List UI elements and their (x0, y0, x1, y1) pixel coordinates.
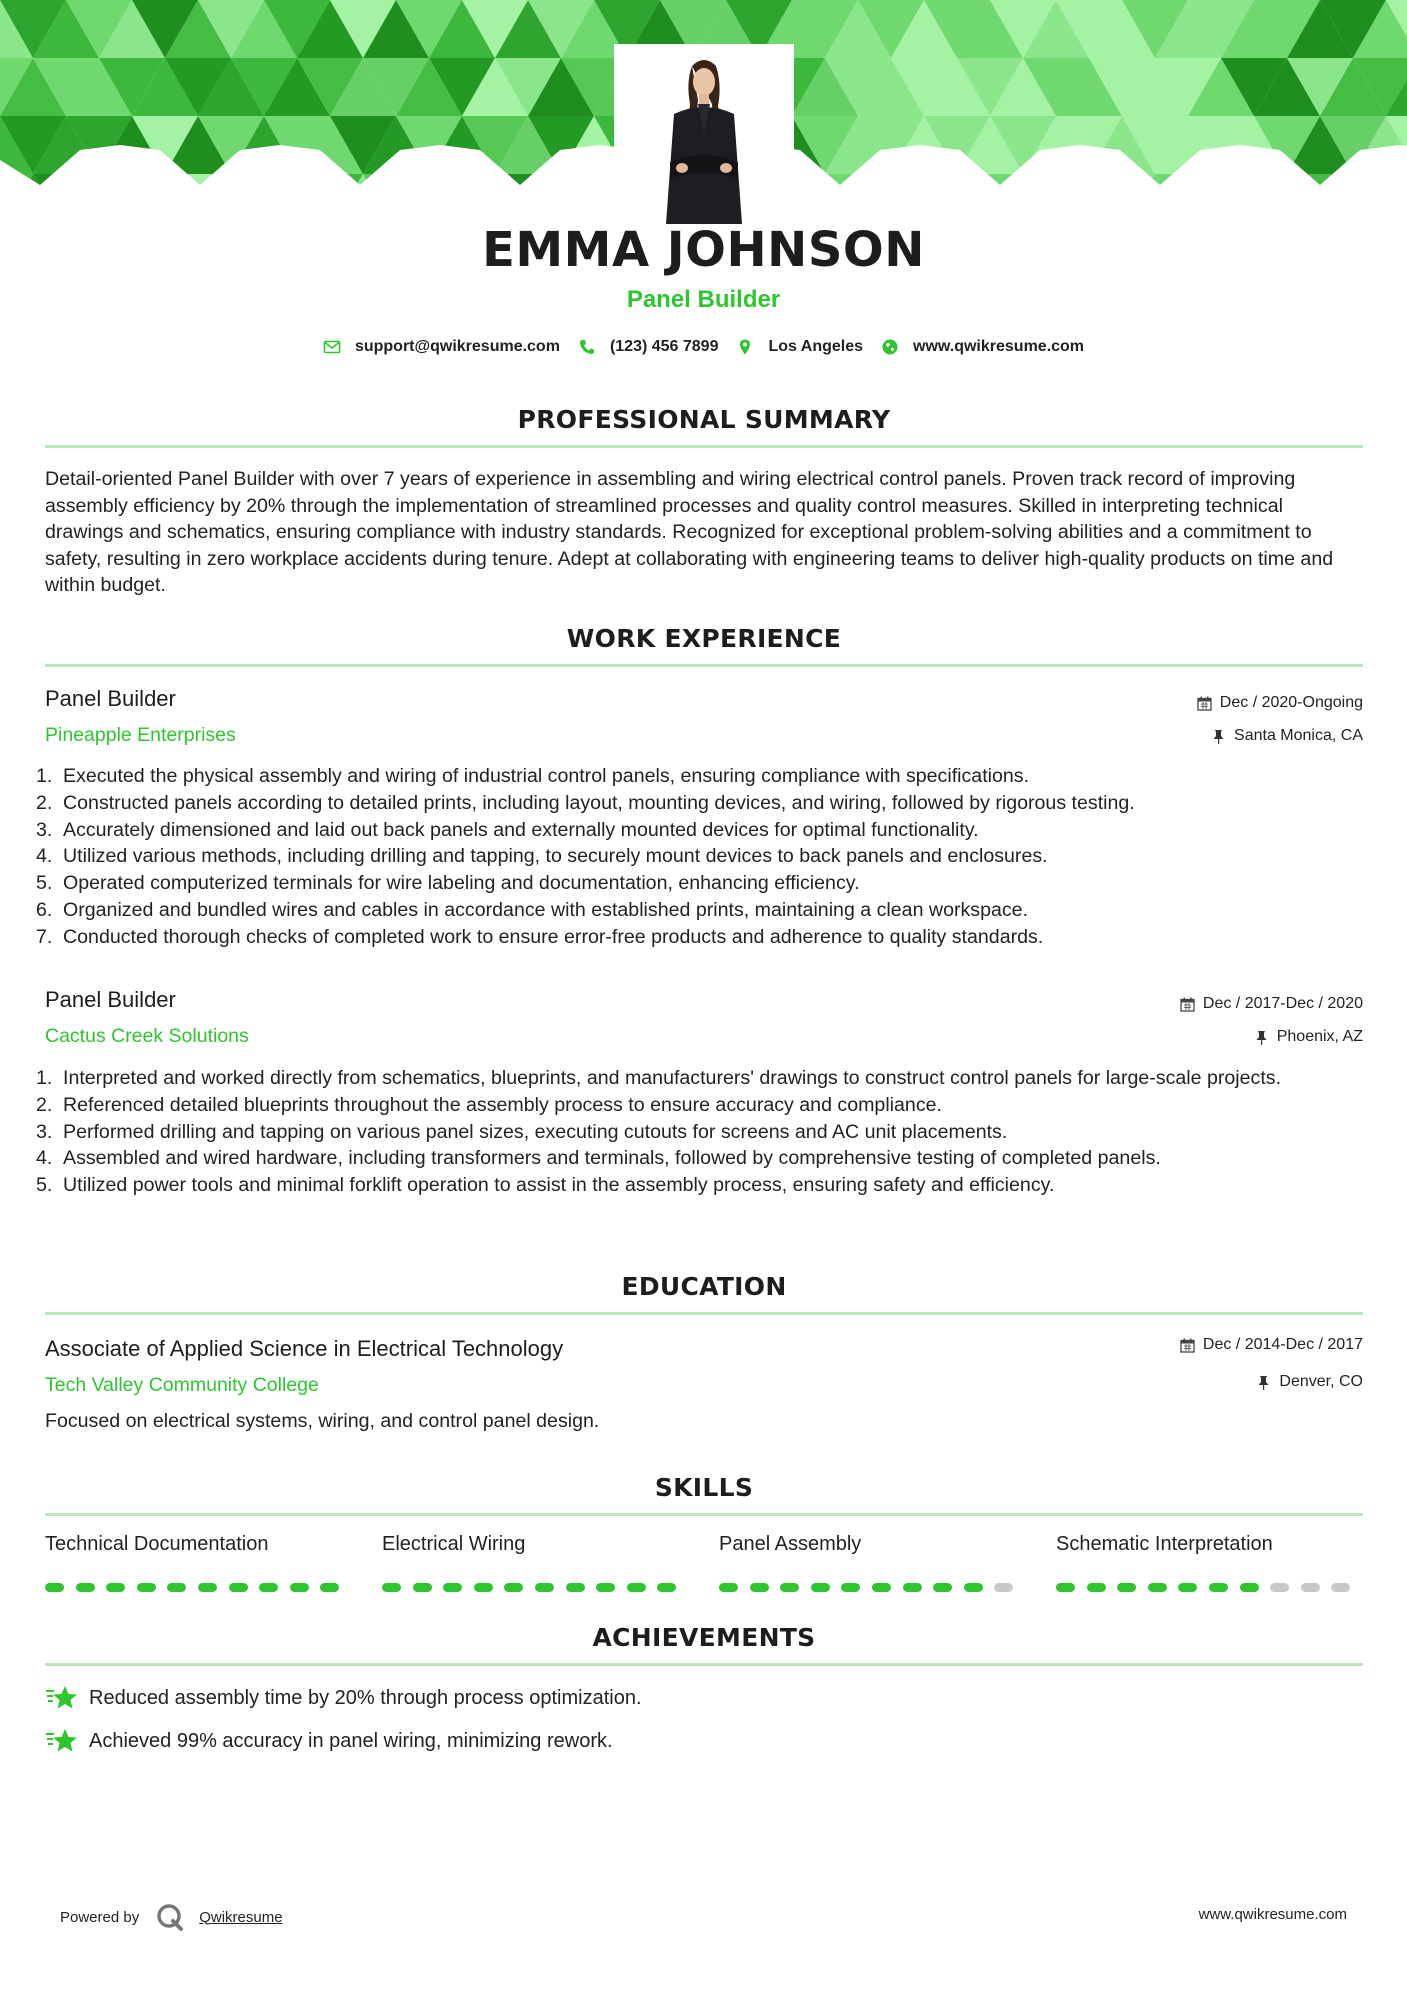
calendar-icon (1180, 997, 1195, 1012)
education-date (1180, 1336, 1363, 1354)
skill-dot-filled (627, 1583, 646, 1592)
skill-dot-filled (76, 1583, 95, 1592)
skill-dot-filled (1178, 1583, 1197, 1592)
contact-phone-text: (123) 456 7899 (609, 338, 719, 355)
summary-text: Detail-oriented Panel Builder with over 7 years of experience in assembling and wiring electrical control panels. Proven track record of improving assembly efficiency by 20% through the implementation of streamlined processes and quality control measures. Skilled in interpreting technical drawings and schematics, ensuring compliance with industry standards. Recognized for exceptional problem-solving abilities and a commitment to safety, resulting in zero workplace accidents during tenure. Adept at collaborating with engineering teams to deliver high-quality products on time and within budget. (45, 468, 1334, 597)
footer-powered-by (60, 1902, 283, 1932)
qwikresume-link[interactable]: Qwikresume (199, 1908, 283, 1926)
skill-dot-filled (903, 1583, 922, 1592)
skill-dot-filled (841, 1583, 860, 1592)
list-number: 3. (36, 1120, 53, 1143)
skill-dot-filled (1148, 1583, 1167, 1592)
list-text: Utilized power tools and minimal forklift operation to assist in the assembly process, ensuring safety and efficiency. (63, 1174, 1055, 1197)
qwikresume-logo-icon (155, 1902, 185, 1932)
skill-dot-filled (1240, 1583, 1259, 1592)
candidate-role: Panel Builder (626, 286, 781, 313)
pushpin-icon (1211, 729, 1226, 744)
map-pin-icon (736, 338, 754, 356)
calendar-icon (1197, 696, 1212, 711)
education-degree: Associate of Applied Science in Electrical Technology (45, 1336, 564, 1361)
skill-dot-filled (780, 1583, 799, 1592)
skill-level-bar (719, 1583, 1025, 1592)
skill-dot-empty (1331, 1583, 1350, 1592)
list-text: Executed the physical assembly and wiring of industrial control panels, ensuring compliance with specifications. (63, 765, 1030, 787)
skill-dot-filled (474, 1583, 493, 1592)
skills-divider (45, 1513, 1363, 1516)
list-item (36, 1092, 1366, 1119)
job-1-date-text: Dec / 2020-Ongoing (1219, 694, 1363, 711)
skill-dot-filled (933, 1583, 952, 1592)
list-text: Organized and bundled wires and cables in accordance with established prints, maintaining a clean workspace. (63, 898, 1029, 921)
skill-dot-filled (535, 1583, 554, 1592)
education-location-text: Denver, CO (1279, 1373, 1363, 1390)
achievement-item-2 (45, 1726, 613, 1756)
skill-item-1 (45, 1533, 345, 1556)
skill-dot-filled (45, 1583, 64, 1592)
skill-dot-filled (964, 1583, 983, 1592)
skill-dot-filled (750, 1583, 769, 1592)
list-item (36, 1119, 1366, 1146)
contact-bar (0, 338, 1407, 356)
list-number: 3. (36, 818, 53, 841)
skill-dot-filled (137, 1583, 156, 1592)
profile-photo (614, 44, 794, 224)
job-2-title: Panel Builder (45, 987, 176, 1012)
contact-email-text: support@qwikresume.com (354, 338, 560, 355)
skill-dot-empty (994, 1583, 1013, 1592)
contact-phone[interactable] (578, 338, 719, 356)
skill-dot-filled (320, 1583, 339, 1592)
list-text: Performed drilling and tapping on various panel sizes, executing cutouts for screens and AC unit placements. (63, 1120, 1008, 1143)
skill-dot-filled (382, 1583, 401, 1592)
education-description: Focused on electrical systems, wiring, and control panel design. (45, 1410, 600, 1432)
skill-name: Electrical Wiring (382, 1533, 526, 1555)
skill-item-2 (382, 1533, 682, 1556)
contact-location (736, 338, 863, 356)
skill-dot-empty (1301, 1583, 1320, 1592)
list-item (36, 1145, 1366, 1172)
list-item (36, 843, 1366, 870)
pushpin-icon (1254, 1030, 1269, 1045)
star-icon (45, 1726, 81, 1756)
calendar-icon (1180, 1338, 1195, 1353)
skill-dot-filled (1056, 1583, 1075, 1592)
pushpin-icon (1256, 1375, 1271, 1390)
contact-email[interactable] (323, 338, 560, 356)
skill-dot-filled (167, 1583, 186, 1592)
list-number: 1. (36, 765, 53, 787)
list-item (36, 763, 1366, 790)
summary-divider (45, 445, 1363, 448)
skill-dot-filled (811, 1583, 830, 1592)
job-2-company: Cactus Creek Solutions (45, 1025, 249, 1047)
education-school: Tech Valley Community College (45, 1374, 319, 1396)
skill-dot-filled (719, 1583, 738, 1592)
list-item (36, 870, 1366, 897)
education-location (1256, 1373, 1363, 1391)
skill-dot-filled (443, 1583, 462, 1592)
education-date-text: Dec / 2014-Dec / 2017 (1202, 1336, 1363, 1353)
achievement-item-1 (45, 1683, 642, 1713)
candidate-name: EMMA JOHNSON (482, 222, 925, 278)
job-1-bullets (36, 763, 1366, 951)
skill-dot-filled (1117, 1583, 1136, 1592)
job-2-location (1254, 1028, 1363, 1046)
job-1-location-text: Santa Monica, CA (1234, 727, 1363, 744)
job-2-bullets (36, 1065, 1366, 1199)
powered-by-label: Powered by (60, 1908, 140, 1926)
star-icon (45, 1683, 81, 1713)
job-2-date-text: Dec / 2017-Dec / 2020 (1202, 995, 1363, 1012)
list-item (36, 924, 1366, 951)
skill-dot-filled (290, 1583, 309, 1592)
list-text: Conducted thorough checks of completed work to ensure error-free products and adherence to quality standards. (63, 925, 1044, 948)
list-number: 5. (36, 1174, 53, 1197)
skill-name: Panel Assembly (719, 1533, 862, 1555)
job-1-date (1197, 694, 1363, 712)
skill-dot-filled (504, 1583, 523, 1592)
skill-dot-filled (1209, 1583, 1228, 1592)
list-number: 1. (36, 1067, 53, 1089)
list-text: Constructed panels according to detailed prints, including layout, mounting devices, and wiring, followed by rigorous testing. (63, 791, 1135, 814)
list-item (36, 790, 1366, 817)
skills-section-title: SKILLS (654, 1473, 754, 1502)
skill-dot-filled (596, 1583, 615, 1592)
skill-level-bar (382, 1583, 688, 1592)
list-text: Accurately dimensioned and laid out back panels and externally mounted devices for optimal functionality. (63, 818, 979, 841)
education-section-title: EDUCATION (621, 1272, 787, 1301)
skill-level-bar (45, 1583, 351, 1592)
list-text: Utilized various methods, including drilling and tapping, to securely mount devices to back panels and enclosures. (63, 845, 1048, 868)
skill-level-bar (1056, 1583, 1362, 1592)
list-item (36, 817, 1366, 844)
skill-name: Technical Documentation (45, 1533, 269, 1555)
list-text: Referenced detailed blueprints throughout the assembly process to ensure accuracy and compliance. (63, 1093, 942, 1116)
job-1-location (1211, 727, 1363, 745)
experience-divider (45, 664, 1363, 667)
envelope-icon (323, 338, 341, 356)
phone-icon (578, 338, 596, 356)
skill-dot-filled (657, 1583, 676, 1592)
education-divider (45, 1312, 1363, 1315)
skill-dot-filled (872, 1583, 891, 1592)
list-number: 5. (36, 872, 53, 895)
list-item (36, 897, 1366, 924)
list-text: Operated computerized terminals for wire labeling and documentation, enhancing efficiency. (63, 872, 860, 895)
list-number: 2. (36, 791, 53, 814)
skill-dot-filled (566, 1583, 585, 1592)
list-item (36, 1172, 1366, 1199)
list-number: 4. (36, 845, 53, 868)
summary-section-title: PROFESSIONAL SUMMARY (517, 405, 891, 434)
skill-dot-filled (106, 1583, 125, 1592)
contact-location-text: Los Angeles (768, 338, 864, 355)
globe-icon (881, 338, 899, 356)
skill-item-4 (1056, 1533, 1356, 1556)
contact-website-text: www.qwikresume.com (913, 338, 1085, 355)
list-number: 4. (36, 1147, 53, 1170)
contact-website[interactable] (881, 338, 1084, 356)
job-2-location-text: Phoenix, AZ (1276, 1028, 1363, 1045)
skill-dot-filled (198, 1583, 217, 1592)
skill-name: Schematic Interpretation (1056, 1533, 1273, 1555)
achievements-divider (45, 1663, 1363, 1666)
job-2-date (1180, 995, 1363, 1013)
list-number: 6. (36, 898, 53, 921)
list-text: Interpreted and worked directly from schematics, blueprints, and manufacturers' drawings to construct control panels for large-scale projects. (63, 1067, 1282, 1089)
skill-item-3 (719, 1533, 1019, 1556)
skill-dot-empty (1270, 1583, 1289, 1592)
skill-dot-filled (259, 1583, 278, 1592)
skill-dot-filled (1087, 1583, 1106, 1592)
achievement-text: Reduced assembly time by 20% through process optimization. (89, 1686, 642, 1709)
job-1-title: Panel Builder (45, 686, 176, 711)
job-1-company: Pineapple Enterprises (45, 724, 236, 746)
achievement-text: Achieved 99% accuracy in panel wiring, minimizing rework. (89, 1729, 613, 1752)
list-item (36, 1065, 1366, 1092)
footer-website[interactable]: www.qwikresume.com (1198, 1906, 1347, 1923)
skill-dot-filled (413, 1583, 432, 1592)
experience-section-title: WORK EXPERIENCE (566, 624, 842, 653)
skill-dot-filled (229, 1583, 248, 1592)
list-number: 2. (36, 1093, 53, 1116)
list-number: 7. (36, 925, 53, 948)
achievements-section-title: ACHIEVEMENTS (592, 1623, 816, 1652)
list-text: Assembled and wired hardware, including transformers and terminals, followed by comprehensive testing of completed panels. (63, 1147, 1161, 1170)
